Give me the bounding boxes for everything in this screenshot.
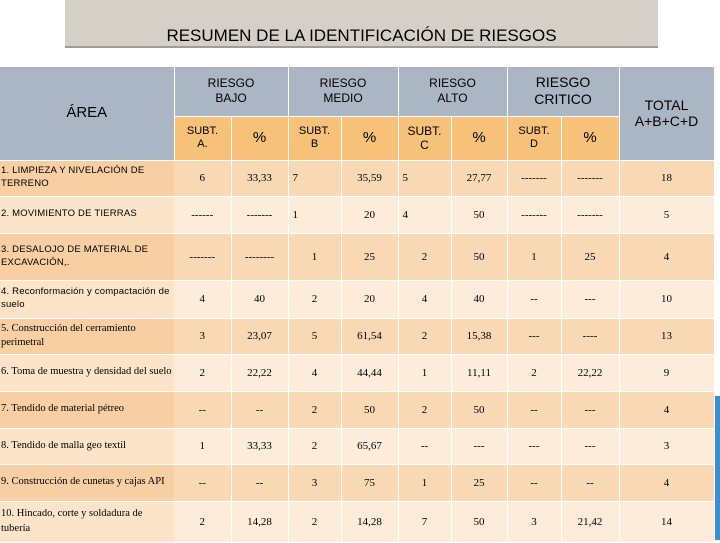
- pct-c-value: 50: [451, 196, 507, 233]
- subt-a-value: 3: [174, 318, 231, 354]
- pct-a-header: %: [231, 116, 288, 160]
- total-value: 4: [619, 464, 714, 501]
- pct-a-value: --: [231, 391, 288, 428]
- table-row: [0, 233, 714, 280]
- pct-d-value: --: [561, 464, 619, 501]
- pct-c-value: 50: [451, 501, 507, 542]
- pct-b-value: 35,59: [341, 160, 398, 196]
- subt-c-value: 2: [398, 318, 451, 354]
- subt-b-value: 4: [288, 354, 341, 391]
- pct-b-value: 20: [341, 196, 398, 233]
- pct-b-value: 50: [341, 391, 398, 428]
- pct-a-value: 22,22: [231, 354, 288, 391]
- page-title: RESUMEN DE LA IDENTIFICACIÓN DE RIESGOS: [166, 26, 557, 45]
- pct-b-value: 20: [341, 280, 398, 318]
- total-value: 5: [619, 196, 714, 233]
- area-label: 1. LIMPIEZA Y NIVELACIÓN DE TERRENO: [0, 160, 174, 196]
- subt-a-value: --: [174, 464, 231, 501]
- pct-c-header: %: [451, 116, 507, 160]
- pct-c-value: 27,77: [451, 160, 507, 196]
- area-label: 4. Reconformación y compactación de suelo: [0, 280, 174, 318]
- subt-b-header: SUBT. B: [288, 116, 341, 160]
- pct-c-value: 40: [451, 280, 507, 318]
- subt-d-value: 3: [507, 501, 561, 542]
- subt-b-value: 5: [288, 318, 341, 354]
- subt-d-header: SUBT. D: [507, 116, 561, 160]
- pct-d-value: 22,22: [561, 354, 619, 391]
- pct-a-value: 33,33: [231, 160, 288, 196]
- subt-c-value: --: [398, 428, 451, 464]
- subt-d-value: 2: [507, 354, 561, 391]
- subt-c-value: 2: [398, 391, 451, 428]
- subt-a-value: ------: [174, 196, 231, 233]
- pct-d-value: -------: [561, 196, 619, 233]
- subt-d-value: 1: [507, 233, 561, 280]
- area-header: ÁREA: [0, 67, 174, 160]
- total-value: 13: [619, 318, 714, 354]
- total-value: 18: [619, 160, 714, 196]
- table-row: [0, 428, 714, 464]
- pct-b-value: 75: [341, 464, 398, 501]
- subt-d-value: --: [507, 391, 561, 428]
- subt-c-value: 7: [398, 501, 451, 542]
- total-header: TOTAL A+B+C+D: [619, 67, 714, 160]
- pct-c-value: 50: [451, 391, 507, 428]
- pct-b-header: %: [341, 116, 398, 160]
- area-label: 9. Construcción de cunetas y cajas API: [0, 464, 174, 501]
- table-row: [0, 391, 714, 428]
- area-label: 3. DESALOJO DE MATERIAL DE EXCAVACIÓN,.: [0, 233, 174, 280]
- table-row: [0, 501, 714, 542]
- total-value: 10: [619, 280, 714, 318]
- pct-a-value: 40: [231, 280, 288, 318]
- subt-c-header: SUBT. C: [398, 116, 451, 160]
- table-row: [0, 280, 714, 318]
- table-row: [0, 196, 714, 233]
- subt-d-value: --: [507, 464, 561, 501]
- riesgo-bajo-header: RIESGO BAJO: [174, 67, 288, 116]
- total-value: 3: [619, 428, 714, 464]
- pct-a-value: --------: [231, 233, 288, 280]
- pct-b-value: 61,54: [341, 318, 398, 354]
- subt-a-value: 2: [174, 501, 231, 542]
- subt-c-value: 1: [398, 354, 451, 391]
- subt-b-value: 2: [288, 428, 341, 464]
- subt-d-value: --: [507, 280, 561, 318]
- total-value: 14: [619, 501, 714, 542]
- table-row: [0, 354, 714, 391]
- pct-d-value: 21,42: [561, 501, 619, 542]
- pct-a-value: 23,07: [231, 318, 288, 354]
- pct-d-value: -------: [561, 160, 619, 196]
- subt-c-value: 2: [398, 233, 451, 280]
- subt-c-value: 1: [398, 464, 451, 501]
- table-row: [0, 160, 714, 196]
- pct-c-value: 11,11: [451, 354, 507, 391]
- area-label: 8. Tendido de malla geo textil: [0, 428, 174, 464]
- subt-c-value: 4: [398, 280, 451, 318]
- pct-a-value: 14,28: [231, 501, 288, 542]
- pct-c-value: 25: [451, 464, 507, 501]
- subt-a-value: 2: [174, 354, 231, 391]
- pct-d-value: ----: [561, 318, 619, 354]
- subt-b-value: 1: [288, 196, 341, 233]
- subt-d-value: -------: [507, 196, 561, 233]
- subt-d-value: ---: [507, 428, 561, 464]
- subt-a-header: SUBT. A.: [174, 116, 231, 160]
- pct-a-value: 33,33: [231, 428, 288, 464]
- subt-a-value: 6: [174, 160, 231, 196]
- risk-summary-table: [0, 67, 715, 543]
- pct-d-value: ---: [561, 428, 619, 464]
- area-label: 7. Tendido de material pétreo: [0, 391, 174, 428]
- subt-b-value: 2: [288, 280, 341, 318]
- subt-a-value: 1: [174, 428, 231, 464]
- pct-d-value: ---: [561, 391, 619, 428]
- pct-d-header: %: [561, 116, 619, 160]
- subt-b-value: 1: [288, 233, 341, 280]
- subt-b-value: 3: [288, 464, 341, 501]
- pct-b-value: 44,44: [341, 354, 398, 391]
- pct-c-value: 50: [451, 233, 507, 280]
- pct-d-value: ---: [561, 280, 619, 318]
- area-label: 2. MOVIMIENTO DE TIERRAS: [0, 196, 174, 233]
- pct-a-value: -------: [231, 196, 288, 233]
- subt-a-value: -------: [174, 233, 231, 280]
- area-label: 6. Toma de muestra y densidad del suelo: [0, 354, 174, 391]
- pct-b-value: 14,28: [341, 501, 398, 542]
- pct-b-value: 65,67: [341, 428, 398, 464]
- riesgo-medio-header: RIESGO MEDIO: [288, 67, 398, 116]
- subt-c-value: 4: [398, 196, 451, 233]
- pct-c-value: 15,38: [451, 318, 507, 354]
- subt-c-value: 5: [398, 160, 451, 196]
- subt-d-value: ---: [507, 318, 561, 354]
- pct-d-value: 25: [561, 233, 619, 280]
- total-value: 9: [619, 354, 714, 391]
- area-label: 5. Construcción del cerramiento perimetral: [0, 318, 174, 354]
- riesgo-alto-header: RIESGO ALTO: [398, 67, 507, 116]
- subt-b-value: 2: [288, 391, 341, 428]
- subt-b-value: 7: [288, 160, 341, 196]
- area-label: 10. Hincado, corte y soldadura de tubería: [0, 501, 174, 542]
- subt-a-value: 4: [174, 280, 231, 318]
- riesgo-critico-header: RIESGO CRITICO: [507, 67, 619, 116]
- pct-c-value: ---: [451, 428, 507, 464]
- total-value: 4: [619, 233, 714, 280]
- subt-b-value: 2: [288, 501, 341, 542]
- subt-a-value: --: [174, 391, 231, 428]
- table-row: [0, 464, 714, 501]
- table-row: [0, 318, 714, 354]
- subt-d-value: -------: [507, 160, 561, 196]
- pct-b-value: 25: [341, 233, 398, 280]
- total-value: 4: [619, 391, 714, 428]
- pct-a-value: --: [231, 464, 288, 501]
- header-row: [0, 67, 714, 116]
